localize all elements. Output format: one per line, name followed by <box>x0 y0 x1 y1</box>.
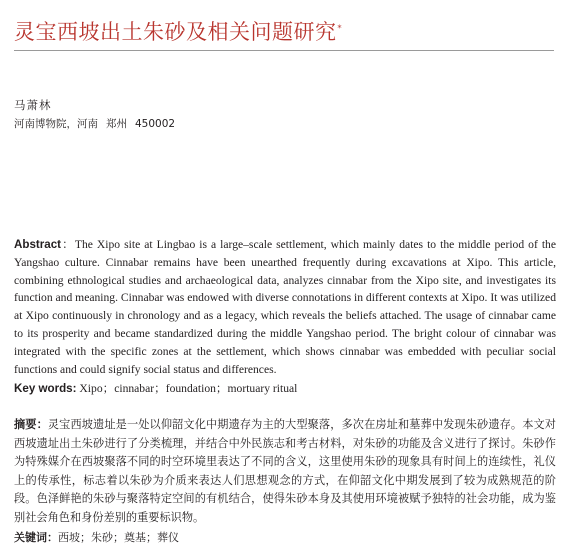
keywords-english-text: Xipo；cinnabar；foundation；mortuary ritual <box>79 382 298 395</box>
title-divider <box>14 50 554 51</box>
abstract-chinese-label: 摘要 <box>14 418 37 431</box>
title-footnote-mark: * <box>337 24 342 33</box>
abstract-english <box>14 236 556 378</box>
keywords-english-label: Key words <box>14 382 73 395</box>
author-affiliation <box>14 116 175 131</box>
keywords-chinese <box>14 529 179 545</box>
keywords-chinese-label: 关键词 <box>14 531 47 544</box>
abstract-chinese <box>14 416 556 528</box>
paper-title-text: 灵宝西坡出土朱砂及相关问题研究 <box>14 20 337 44</box>
affiliation-city: 郑州 <box>106 118 127 130</box>
abstract-chinese-text: 灵宝西坡遗址是一处以仰韶文化中期遗存为主的大型聚落，多次在房址和墓葬中发现朱砂遗存。本文对西坡遗址出土朱砂进行了分类梳理，并结合中外民族志和考古材料，对朱砂的功能及含义进行了探讨。朱砂作为特殊媒介在西坡聚落不同的时空环境里表达了不同的含义，这里使用朱砂的现象具有时间上的连续性，礼仪上的传承性，标志着以朱砂为介质来表达人们思想观念的方式，在仰韶文化中期发展到了较为成熟规范的阶段。色泽鲜艳的朱砂与聚落特定空间的有机结合，使得朱砂本身及其使用环境被赋予独特的社会功能，成为鉴别社会角色和身份差别的重要标识物。 <box>14 418 556 524</box>
keywords-english-separator: : <box>72 382 77 395</box>
keywords-chinese-text: 西坡；朱砂；奠基；葬仪 <box>58 531 179 544</box>
abstract-english-separator: ： <box>61 238 75 251</box>
abstract-english-label: Abstract <box>14 238 62 251</box>
paper-title <box>14 16 342 46</box>
keywords-english <box>14 380 297 396</box>
author-name: 马萧林 <box>14 98 52 112</box>
abstract-english-text: The Xipo site at Lingbao is a large–scale settlement, which mainly dates to the middle period of the Yangshao culture. Cinnabar remains have been unearthed frequently during excavations at Xipo. This article, combining ethnological studies and archaeological data, analyzes cinnabar from the Xipo site, and investigates its function and meaning. Cinnabar was endowed with diverse connotations in different contexts at Xipo. It was utilized at Xipo continuously in chronology and as a legacy, which reveals the beliefs attached. The usage of cinnabar came to its prosperity and became standardized during the middle Yangshao period. The bright colour of cinnabar was integrated with the specific zones at the settlement, which shows cinnabar was embedded with peculiar social functions and could signify social status and differences. <box>14 238 556 376</box>
abstract-chinese-separator: ： <box>36 418 48 431</box>
keywords-chinese-separator: ： <box>47 531 58 544</box>
affiliation-postcode: 450002 <box>135 118 176 130</box>
affiliation-institution: 河南博物院，河南 <box>14 118 98 130</box>
